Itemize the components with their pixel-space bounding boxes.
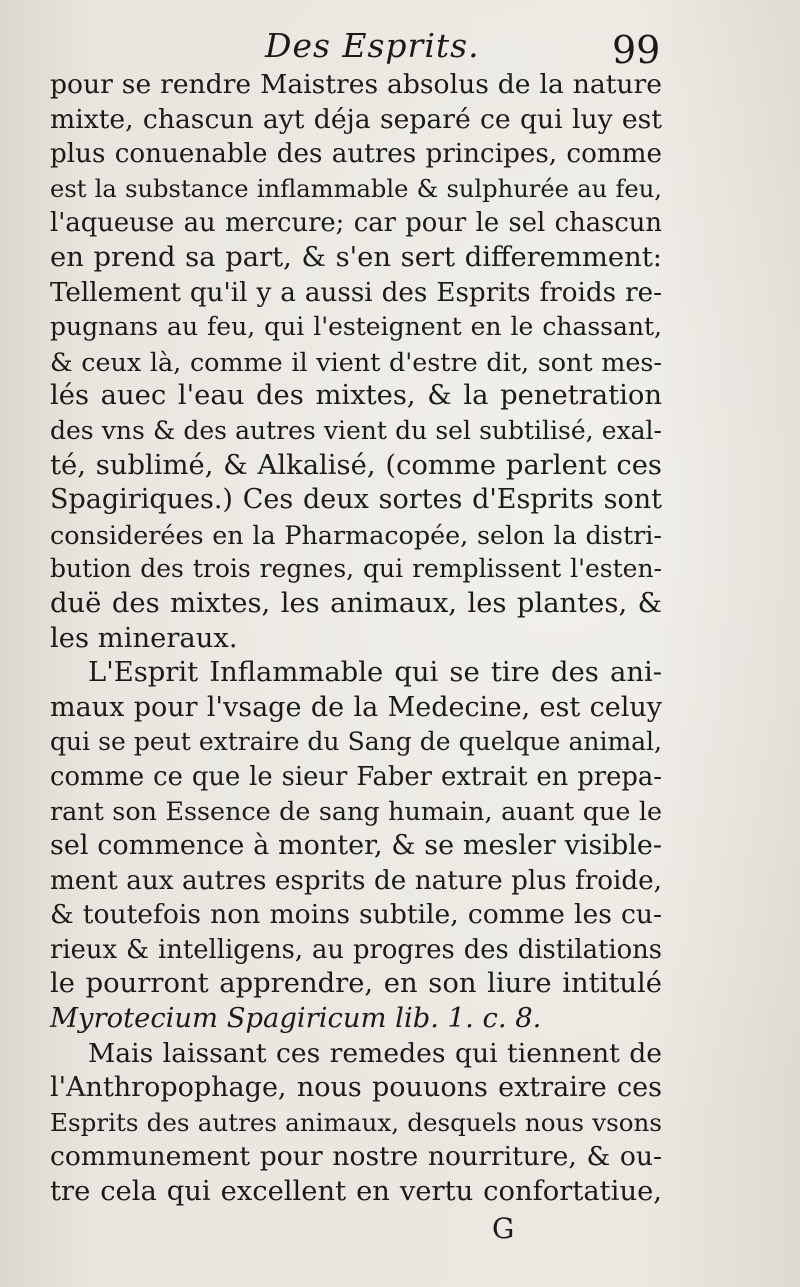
text-line: en prend sa part, & s'en sert differemment: <box>50 241 662 273</box>
text-line: sel commence à monter, & se mesler visible- <box>50 830 662 862</box>
text-line: le pourront apprendre, en son liure intitulé <box>50 968 662 1000</box>
text-line: des vns & des autres vient du sel subtilisé, exal- <box>50 415 662 445</box>
text-line: Esprits des autres animaux, desquels nous vsons <box>50 1107 662 1137</box>
text-line: comme ce que le sieur Faber extrait en prepa- <box>50 761 662 792</box>
text-line: qui se peut extraire du Sang de quelque animal, <box>50 727 662 757</box>
text-line: bution des trois regnes, qui remplissent l'esten- <box>50 554 662 584</box>
text-line: pour se rendre Maistres absolus de la nature <box>50 69 662 100</box>
text-line: té, sublimé, & Alkalisé, (comme parlent ces <box>50 449 662 481</box>
signature-mark: G <box>492 1212 515 1245</box>
text-line: est la substance inflammable & sulphurée au feu, <box>50 174 662 203</box>
text-line: Tellement qu'il y a aussi des Esprits froids re- <box>50 277 662 308</box>
text-line: tre cela qui excellent en vertu confortatiue, <box>50 1176 662 1207</box>
text-line: & toutefois non moins subtile, comme les cu- <box>50 899 662 931</box>
running-title: Des Esprits. <box>265 26 480 65</box>
paragraph-start: L'Esprit Inflammable qui se tire des ani- <box>88 657 662 689</box>
body-text <box>50 68 662 1210</box>
text-line: rant son Essence de sang humain, auant que le <box>50 796 662 827</box>
text-line: lés auec l'eau des mixtes, & la penetration <box>50 380 662 412</box>
text-line: pugnans au feu, qui l'esteignent en le chassant, <box>50 312 662 342</box>
paragraph-start: Mais laissant ces remedes qui tiennent de <box>88 1037 662 1069</box>
text-line: l'aqueuse au mercure; car pour le sel chascun <box>50 208 662 239</box>
text-line: l'Anthropophage, nous pouuons extraire ces <box>50 1072 662 1104</box>
text-line: rieux & intelligens, au progres des distilations <box>50 934 662 965</box>
text-line: communement pour nostre nourriture, & ou- <box>50 1141 662 1173</box>
text-line: ment aux autres esprits de nature plus froide, <box>50 865 662 896</box>
book-citation: Myrotecium Spagiricum lib. 1. c. 8. <box>50 1003 542 1035</box>
text-line: maux pour l'vsage de la Medecine, est celuy <box>50 691 662 723</box>
page-number: 99 <box>612 28 661 72</box>
text-line: Spagiriques.) Ces deux sortes d'Esprits sont <box>50 484 662 516</box>
text-line: considerées en la Pharmacopée, selon la distri- <box>50 519 662 550</box>
text-line: mixte, chascun ayt déja separé ce qui luy est <box>50 103 662 135</box>
text-line: duë des mixtes, les animaux, les plantes, & <box>50 587 662 619</box>
text-line: les mineraux. <box>50 622 238 654</box>
text-line: plus conuenable des autres principes, comme <box>50 139 662 170</box>
text-line: & ceux là, comme il vient d'estre dit, sont mes- <box>50 346 662 377</box>
